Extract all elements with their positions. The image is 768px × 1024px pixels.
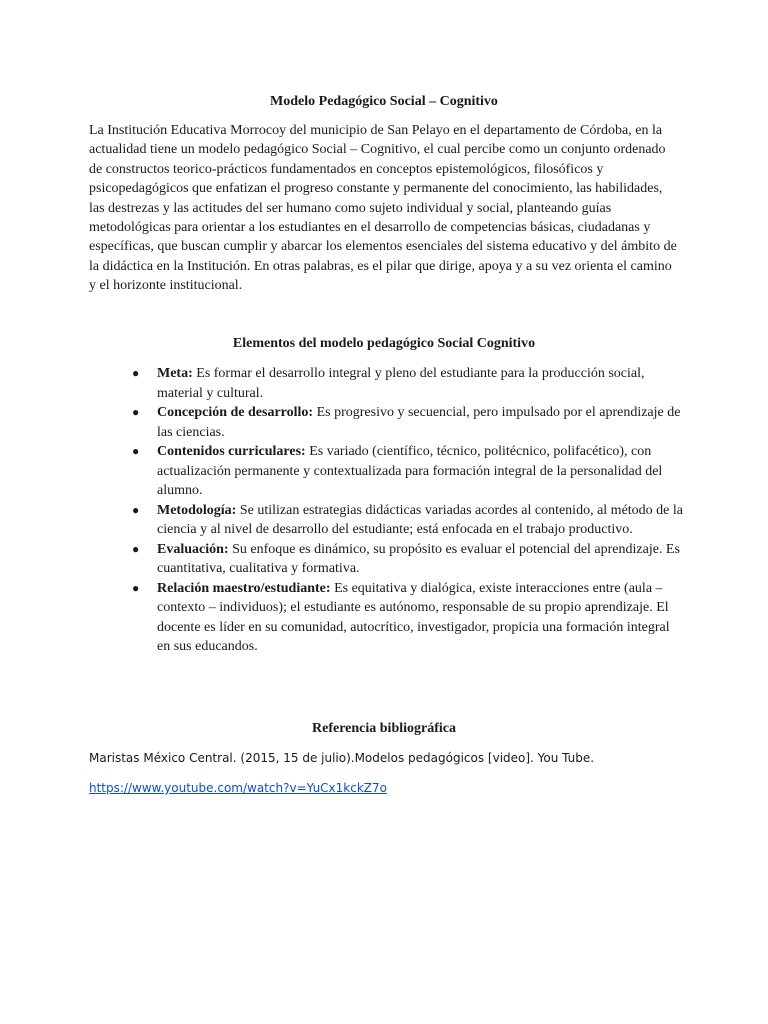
reference-citation: Maristas México Central. (2015, 15 de julio).Modelos pedagógicos [video]. You Tube. <box>89 751 595 765</box>
elements-title: Elementos del modelo pedagógico Social Cognitivo <box>232 336 536 351</box>
item-term: Relación maestro/estudiante: <box>157 580 331 596</box>
bullet-icon: ● <box>132 541 140 556</box>
list-item-metodologia <box>0 501 683 540</box>
item-text: Se utilizan estrategias didácticas variadas acordes al contenido, al método de la ciencia y al nivel de desarrollo del estudiante; está enfocada en el trabajo productivo. <box>157 502 683 537</box>
item-text: Es variado (científico, técnico, politécnico, polifacético), con actualización permanente y contextualizada para formación integral de la personalidad del alumno. <box>157 444 663 498</box>
bullet-icon: ● <box>132 444 140 458</box>
main-title: Modelo Pedagógico Social – Cognitivo <box>270 94 498 109</box>
item-text: Es progresivo y secuencial, pero impulsado por el aprendizaje de las ciencias. <box>157 405 681 440</box>
list-item-evaluacion <box>0 540 683 579</box>
item-text: Es equitativa y dialógica, existe interacciones entre (aula – contexto – individuos); el estudiante es autónomo, responsable de su propio aprendizaje. El docente es líder en su comunidad, autocrítico, investigador, propicia una formación integral en sus educandos. <box>157 580 670 654</box>
list-item-contenidos <box>0 442 683 501</box>
list-item-meta <box>0 364 683 403</box>
reference-link[interactable]: https://www.youtube.com/watch?v=YuCx1kckZ7o <box>89 781 387 795</box>
bullet-icon: ● <box>132 366 140 380</box>
item-term: Meta: <box>157 366 193 381</box>
references-title: Referencia bibliográfica <box>312 721 456 736</box>
bullet-icon: ● <box>132 405 140 419</box>
list-item-relacion <box>0 579 683 657</box>
bullet-icon: ● <box>132 502 140 517</box>
elements-list <box>0 364 768 657</box>
bullet-icon: ● <box>132 580 140 595</box>
list-item-concepcion <box>0 403 683 442</box>
item-term: Contenidos curriculares: <box>157 444 306 459</box>
item-text: Su enfoque es dinámico, su propósito es evaluar el potencial del aprendizaje. Es cuantitativa, cualitativa y formativa. <box>157 541 680 576</box>
item-term: Evaluación: <box>157 541 229 557</box>
item-term: Concepción de desarrollo: <box>157 405 314 420</box>
item-term: Metodología: <box>157 502 237 518</box>
item-text: Es formar el desarrollo integral y pleno del estudiante para la producción social, material y cultural. <box>157 366 645 401</box>
intro-paragraph: La Institución Educativa Morrocoy del municipio de San Pelayo en el departamento de Córdoba, en la actualidad tiene un modelo pedagógico Social – Cognitivo, el cual percibe como un conjunto ordenado de constructos teorico-prácticos fundamentados en conceptos epistemológicos, filosóficos y psicopedagógicos que enfatizan el progreso constante y permanente del conocimiento, las habilidades, las destrezas y las actitudes del ser humano como sujeto individual y social, planteando guías metodológicas para orientar a los estudiantes en el desarrollo de competencias básicas, ciudadanas y específicas, que buscan cumplir y abarcar los elementos esenciales del sistema educativo y del ámbito de la didáctica en la Institución. En otras palabras, es el pilar que dirige, apoya y a su vez orienta el camino y el horizonte institucional. <box>89 123 677 294</box>
